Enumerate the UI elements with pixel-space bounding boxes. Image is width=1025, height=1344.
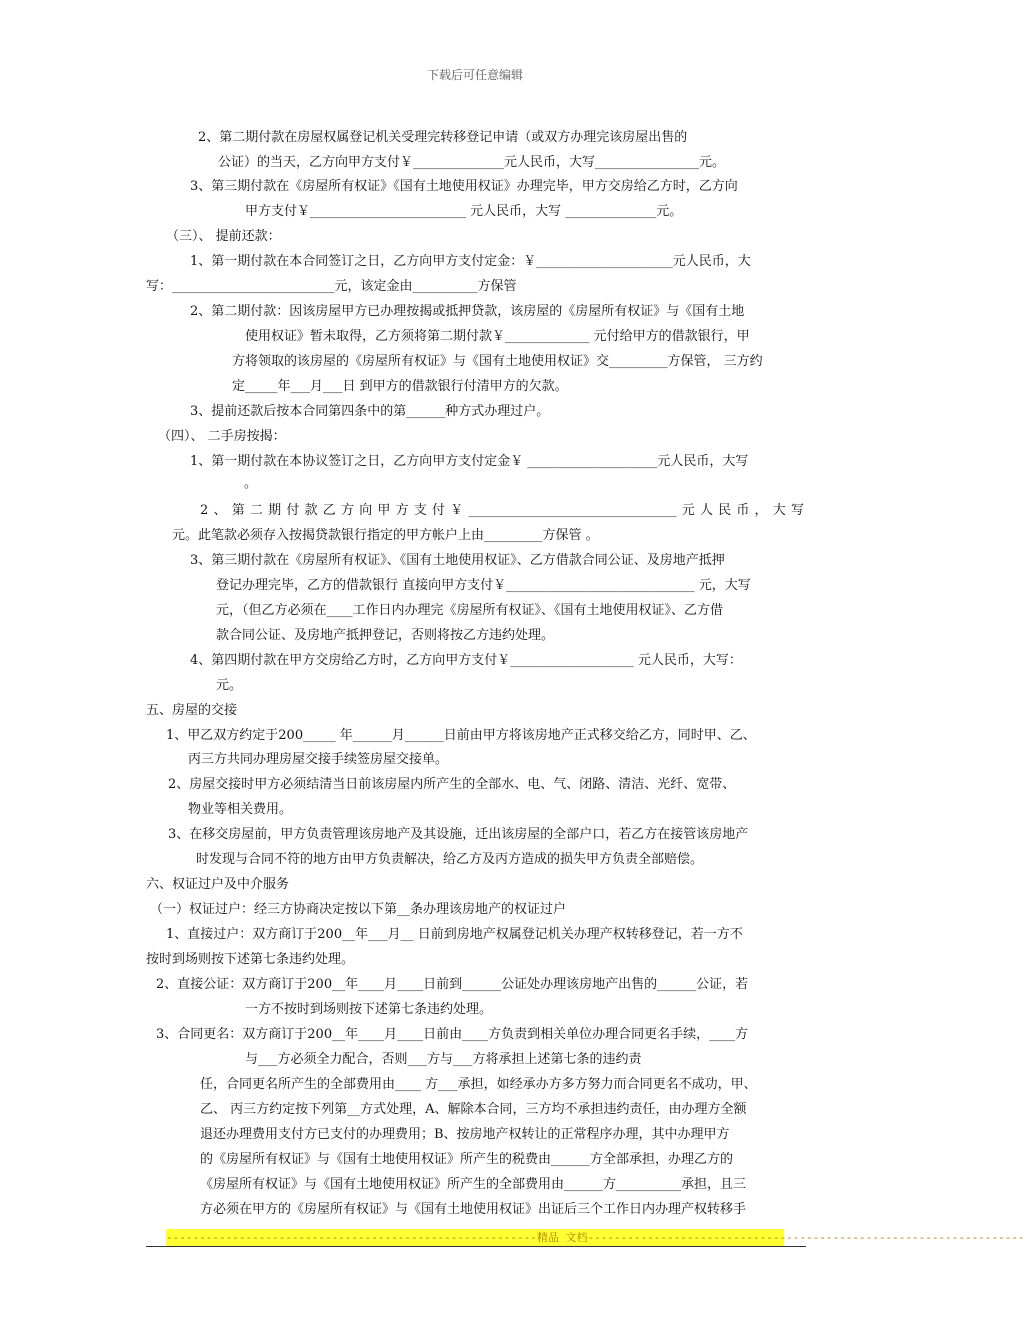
text-line: 丙三方共同办理房屋交接手续签房屋交接单。 [188,752,449,767]
text-line: 定_____年___月___日 到甲方的借款银行付清甲方的欠款。 [232,379,568,394]
section-heading: （四）、 二手房按揭： [158,429,286,444]
text-line: 时发现与合同不符的地方由甲方负责解决，给乙方及丙方造成的损失甲方负责全部赔偿。 [196,852,704,867]
text-line: 登记办理完毕，乙方的借款银行 直接向甲方支付￥_____________________________ 元，大写 [216,578,751,593]
text-line: 乙、 丙三方约定按下列第__方式处理，A、解除本合同，三方均不承担违约责任，由办理方全额 [200,1102,747,1117]
text-line: 1、直接过户：双方商订于200__年___月__ 日前到房地产权属登记机关办理产权转移登记，若一方不 [166,927,743,942]
footer-rule [146,1246,806,1247]
text-line: 1、甲乙双方约定于200_____ 年______月______日前由甲方将该房地产正式移交给乙方，同时甲、乙、 [166,728,756,743]
text-line: 3、合同更名：双方商订于200__年____月____日前由____方负责到相关单位办理合同更名手续，____方 [156,1027,749,1042]
text-line: 。 [244,476,258,491]
text-line: （一）权证过户：经三方协商决定按以下第__条办理该房地产的权证过户 [150,902,567,917]
text-line: 2、第二期付款乙方向甲方支付￥________________________________元人民币，大写 [200,503,804,518]
text-line: 与___方必须全力配合，否则___方与___方将承担上述第七条的违约责 [245,1052,642,1067]
text-line: 元，（但乙方必须在____工作日内办理完《房屋所有权证》、《国有土地使用权证》、乙方借 [216,603,724,618]
text-line: 的《房屋所有权证》与《国有土地使用权证》所产生的税费由______方全部承担，办理乙方的 [200,1152,734,1167]
text-line: 元。 [216,678,243,693]
text-line: 按时到场则按下述第七条违约处理。 [146,952,355,967]
text-line: 退还办理费用支付方已支付的办理费用；B、按房地产权转让的正常程序办理，其中办理甲方 [200,1127,730,1142]
section-heading: 六、权证过户及中介服务 [146,877,290,892]
section-heading: 五、房屋的交接 [146,703,238,718]
text-line: 3、提前还款后按本合同第四条中的第______种方式办理过户。 [190,404,550,419]
text-line: 2、第二期付款在房屋权属登记机关受理完转移登记申请（或双方办理完该房屋出售的 [198,130,688,145]
text-line: 元。此笔款必须存入按揭贷款银行指定的甲方帐户上由_________方保管 。 [172,528,599,543]
text-line: 3、第三期付款在《房屋所有权证》《国有土地使用权证》办理完毕，甲方交房给乙方时，乙方向 [190,179,738,194]
text-line: 《房屋所有权证》与《国有土地使用权证》所产生的全部费用由______方__________承担，且三 [200,1177,747,1192]
text-line: 方将领取的该房屋的《房屋所有权证》与《国有土地使用权证》交_________方保管， 三方约 [232,354,763,369]
text-line: 款合同公证、及房地产抵押登记，否则将按乙方违约处理。 [216,628,555,643]
text-line: 甲方支付￥________________________ 元人民币，大写 ______________元。 [245,204,683,219]
text-line: 物业等相关费用。 [188,802,293,817]
text-line: 3、第三期付款在《房屋所有权证》、《国有土地使用权证》、乙方借款合同公证、及房地产抵押 [190,553,725,568]
footer-banner: --------------------------------------------------------精品 文档------------------------------------------------------------------ [166,1229,784,1247]
text-line: 方必须在甲方的《房屋所有权证》与《国有土地使用权证》出证后三个工作日内办理产权转移手 [200,1202,747,1217]
text-line: 使用权证》暂未取得，乙方须将第二期付款￥_____________ 元付给甲方的借款银行，甲 [245,329,750,344]
text-line: 3、在移交房屋前，甲方负责管理该房地产及其设施，迁出该房屋的全部户口，若乙方在接管该房地产 [168,827,749,842]
section-heading: （三）、 提前还款： [166,229,281,244]
text-line: 一方不按时到场则按下述第七条违约处理。 [245,1002,493,1017]
text-line: 4、第四期付款在甲方交房给乙方时，乙方向甲方支付￥___________________ 元人民币，大写： [190,653,742,668]
text-line: 2、房屋交接时甲方必须结清当日前该房屋内所产生的全部水、电、气、闭路、清洁、光纤、宽带、 [168,777,736,792]
page-header: 下载后可任意编辑 [426,68,523,82]
text-line: 任，合同更名所产生的全部费用由____ 方___承担，如经承办方多方努力而合同更名不成功，甲、 [200,1077,757,1092]
text-line: 1、第一期付款在本合同签订之日，乙方向甲方支付定金：￥_____________________元人民币，大 [190,254,751,269]
text-line: 写：_________________________元，该定金由__________方保管 [146,279,517,294]
text-line: 2、第二期付款：因该房屋甲方已办理按揭或抵押贷款，该房屋的《房屋所有权证》与《国有土地 [190,304,745,319]
text-line: 公证）的当天，乙方向甲方支付￥______________元人民币，大写________________元。 [218,155,726,170]
text-line: 2、直接公证：双方商订于200__年____月____日前到______公证处办理该房地产出售的______公证，若 [156,977,749,992]
text-line: 1、第一期付款在本协议签订之日，乙方向甲方支付定金￥ ____________________元人民币，大写 [190,454,749,469]
